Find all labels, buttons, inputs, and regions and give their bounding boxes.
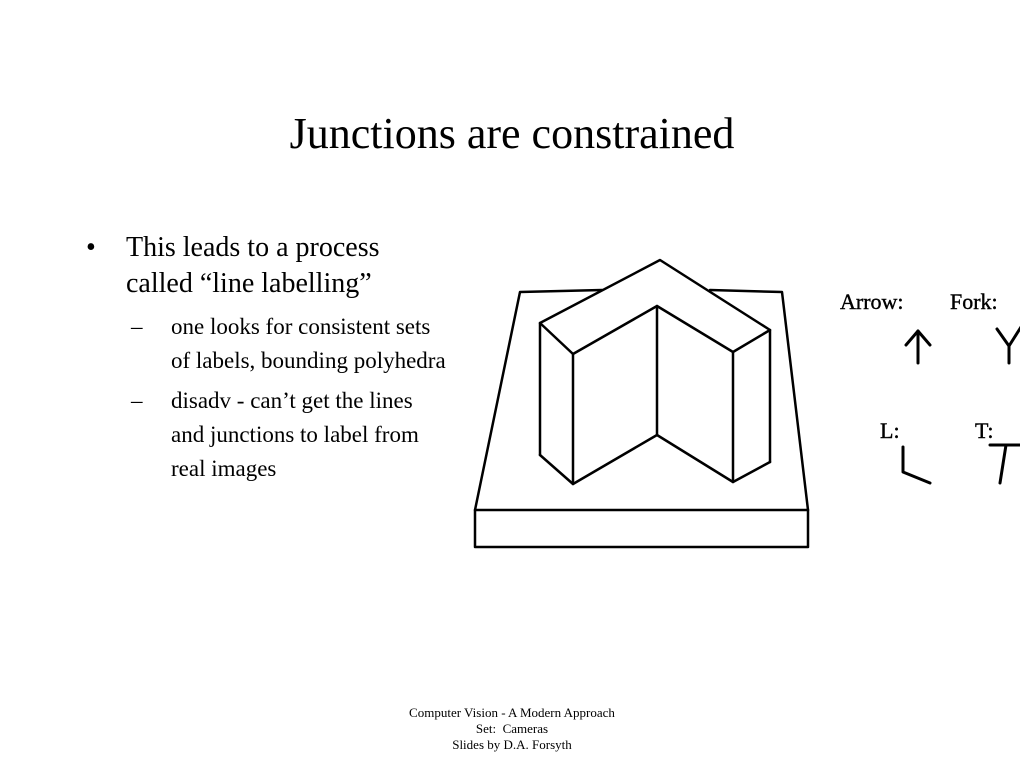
sub-bullet-list <box>86 310 446 486</box>
junction-legend <box>835 285 1020 490</box>
t-junction-label: T: <box>975 418 994 443</box>
polyhedron-line-drawing <box>470 250 815 555</box>
sub-bullet-item <box>126 310 446 378</box>
bullet-text: This leads to a process called “line labelling” <box>126 232 380 299</box>
block-top-face <box>540 260 770 354</box>
fork-junction-icon <box>997 327 1020 363</box>
dash-marker: – <box>131 388 143 413</box>
slide-title: Junctions are constrained <box>289 109 735 158</box>
sub-bullet-item <box>126 384 446 486</box>
base-slab-front-face <box>475 510 808 547</box>
bullet-dot: • <box>86 232 96 263</box>
slide-footer <box>0 705 1024 753</box>
block-vertical-edges <box>540 306 770 484</box>
footer-line-book: Computer Vision - A Modern Approach <box>409 705 615 720</box>
arrow-junction-icon <box>906 331 930 363</box>
l-junction-label: L: <box>880 418 900 443</box>
arrow-junction-label: Arrow: <box>840 289 904 314</box>
footer-line-author: Slides by D.A. Forsyth <box>452 737 572 752</box>
t-junction-icon <box>990 445 1020 483</box>
footer-line-set: Set: Cameras <box>475 721 549 736</box>
sub-bullet-text: one looks for consistent sets of labels, bounding polyhedra <box>171 314 446 373</box>
junction-glyphs <box>835 285 1020 490</box>
l-junction-icon <box>903 447 930 483</box>
fork-junction-label: Fork: <box>950 289 998 314</box>
sub-bullet-text: disadv - can’t get the lines and junctions to label from real images <box>171 388 419 481</box>
bullet-item <box>86 230 446 302</box>
block-bottom-edges <box>540 435 770 484</box>
dash-marker: – <box>131 314 143 339</box>
bullet-list <box>86 230 446 492</box>
